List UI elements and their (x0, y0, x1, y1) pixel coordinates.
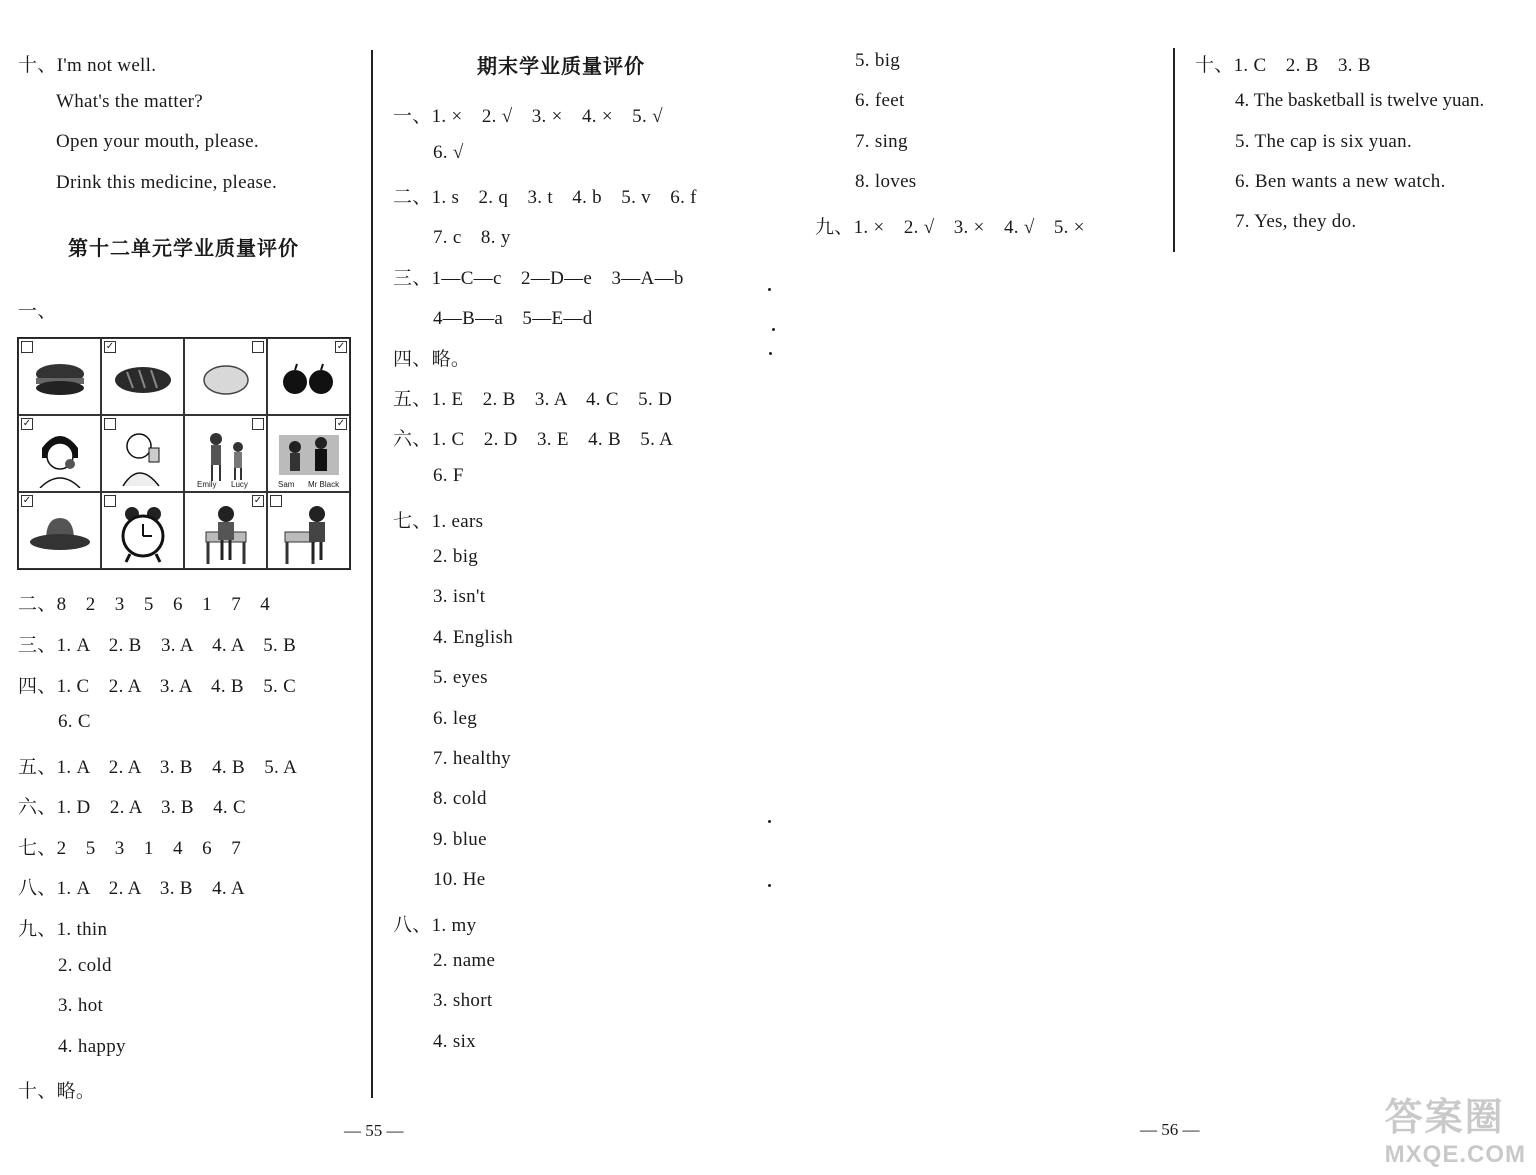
answer-line: 9. blue (433, 829, 487, 850)
section-heading: 期末学业质量评价 (477, 56, 645, 78)
answer-line: 六、1. D 2. A 3. B 4. C (18, 797, 246, 818)
watermark-logo-text: 答案圈 (1384, 1097, 1505, 1139)
answer-line: 十、1. C 2. B 3. B (1195, 55, 1371, 76)
girl-sitting-icon (281, 502, 337, 566)
answer-line: 7. sing (855, 131, 908, 152)
answer-line: 三、1. A 2. B 3. A 4. A 5. B (18, 635, 297, 656)
answer-line: 五、1. A 2. A 3. B 4. B 5. A (18, 757, 298, 778)
caption-sam: Sam (278, 480, 295, 489)
section-label: 一、 (18, 301, 57, 322)
answer-line: 4—B—a 5—E—d (433, 308, 593, 329)
grid-cell-boy-sitting (184, 492, 267, 569)
answer-line: 3. short (433, 990, 493, 1011)
answer-line: 7. c 8. y (433, 227, 511, 248)
answer-line: 8. loves (855, 171, 917, 192)
clock-icon (118, 504, 168, 564)
answer-line: 4. English (433, 627, 514, 648)
scan-speck (772, 328, 775, 331)
answer-line: 6. √ (433, 142, 464, 163)
answer-line: 6. C (58, 711, 91, 732)
answer-line: 7. healthy (433, 748, 511, 769)
grid-cell-girl-sitting (267, 492, 350, 569)
checkbox-checked[interactable]: ✓ (336, 341, 346, 352)
checkbox-checked[interactable]: ✓ (22, 495, 32, 506)
answer-line: 六、1. C 2. D 3. E 4. B 5. A (393, 429, 674, 450)
grid-cell-hamburger (18, 338, 101, 415)
grid-cell-clock (101, 492, 184, 569)
answer-line: 2. name (433, 950, 496, 971)
scan-speck (768, 820, 771, 823)
sam-mr-black-icon (277, 429, 341, 485)
column-divider (1173, 48, 1175, 252)
page-number-56: — 56 — (1140, 1120, 1200, 1139)
grid-cell-hat (18, 492, 101, 569)
grid-cell-boy-drinking (101, 415, 184, 492)
answer-line: 8. cold (433, 788, 487, 809)
answer-line: 3. isn't (433, 586, 486, 607)
answer-line: 七、1. ears (393, 511, 484, 532)
section-heading: 第十二单元学业质量评价 (68, 238, 299, 260)
checkbox[interactable] (104, 495, 116, 507)
checkbox[interactable] (252, 341, 264, 353)
scan-speck (768, 884, 771, 887)
answer-line: 4. six (433, 1031, 476, 1052)
caption-lucy: Lucy (231, 480, 248, 489)
answer-line: 6. feet (855, 90, 905, 111)
grid-cell-apples (267, 338, 350, 415)
answer-line: 九、1. × 2. √ 3. × 4. √ 5. × (815, 217, 1085, 238)
answer-line: 5. The cap is six yuan. (1235, 131, 1412, 152)
hat-icon (28, 514, 92, 554)
girl-sick-icon (32, 426, 88, 488)
answer-line: 6. F (433, 465, 464, 486)
checkbox-checked[interactable]: ✓ (105, 341, 115, 352)
answer-line: 二、1. s 2. q 3. t 4. b 5. v 6. f (393, 187, 697, 208)
answer-line: 7. Yes, they do. (1235, 211, 1357, 232)
boy-drinking-icon (113, 426, 173, 488)
answer-line: 5. big (855, 50, 901, 71)
answer-line: 二、8 2 3 5 6 1 7 4 (18, 594, 271, 615)
apples-icon (279, 362, 339, 398)
answer-line: 八、1. my (393, 915, 477, 936)
answer-line: Drink this medicine, please. (56, 172, 278, 193)
bread-icon (113, 362, 173, 398)
answer-line: 2. cold (58, 955, 112, 976)
answer-line: 九、1. thin (18, 919, 108, 940)
answer-line: 3. hot (58, 995, 104, 1016)
answer-line: What's the matter? (56, 91, 204, 112)
answer-line: 一、1. × 2. √ 3. × 4. × 5. √ (393, 106, 663, 127)
scan-speck (769, 352, 772, 355)
hamburger-icon (30, 360, 90, 400)
grid-cell-emily-lucy (184, 415, 267, 492)
picture-grid (17, 337, 351, 570)
grid-cell-bread (101, 338, 184, 415)
answer-line: 四、略。 (393, 349, 471, 370)
emily-lucy-icon (196, 429, 256, 485)
answer-line: 四、1. C 2. A 3. A 4. B 5. C (18, 676, 297, 697)
page-number-55: — 55 — (344, 1121, 404, 1140)
answer-line: 十、I'm not well. (18, 55, 157, 76)
grid-cell-sam-mr-black (267, 415, 350, 492)
watermark-url: MXQE.COM (1384, 1141, 1526, 1168)
answer-line: 6. Ben wants a new watch. (1235, 171, 1446, 192)
answer-line: 10. He (433, 869, 486, 890)
answer-line: 6. leg (433, 708, 478, 729)
answer-line: 2. big (433, 546, 479, 567)
grid-cell-girl-sick (18, 415, 101, 492)
answer-line: 八、1. A 2. A 3. B 4. A (18, 878, 245, 899)
watermark (1385, 1086, 1526, 1169)
answer-line: 5. eyes (433, 667, 488, 688)
checkbox-checked[interactable]: ✓ (22, 418, 32, 429)
egg-icon (201, 362, 251, 398)
checkbox-checked[interactable]: ✓ (253, 495, 263, 506)
scan-speck (768, 288, 771, 291)
answer-line: 七、2 5 3 1 4 6 7 (18, 838, 242, 859)
boy-sitting-icon (198, 502, 254, 566)
checkbox[interactable] (21, 341, 33, 353)
answer-line: 4. The basketball is twelve yuan. (1235, 90, 1485, 111)
answer-line: 4. happy (58, 1036, 126, 1057)
answer-line: Open your mouth, please. (56, 131, 259, 152)
checkbox-checked[interactable]: ✓ (336, 418, 346, 429)
answer-line: 十、略。 (18, 1081, 96, 1102)
answer-line: 三、1—C—c 2—D—e 3—A—b (393, 268, 684, 289)
grid-cell-egg (184, 338, 267, 415)
caption-mr-black: Mr Black (308, 480, 340, 489)
caption-emily: Emily (197, 480, 217, 489)
answer-line: 五、1. E 2. B 3. A 4. C 5. D (393, 389, 673, 410)
column-divider (371, 50, 373, 1098)
